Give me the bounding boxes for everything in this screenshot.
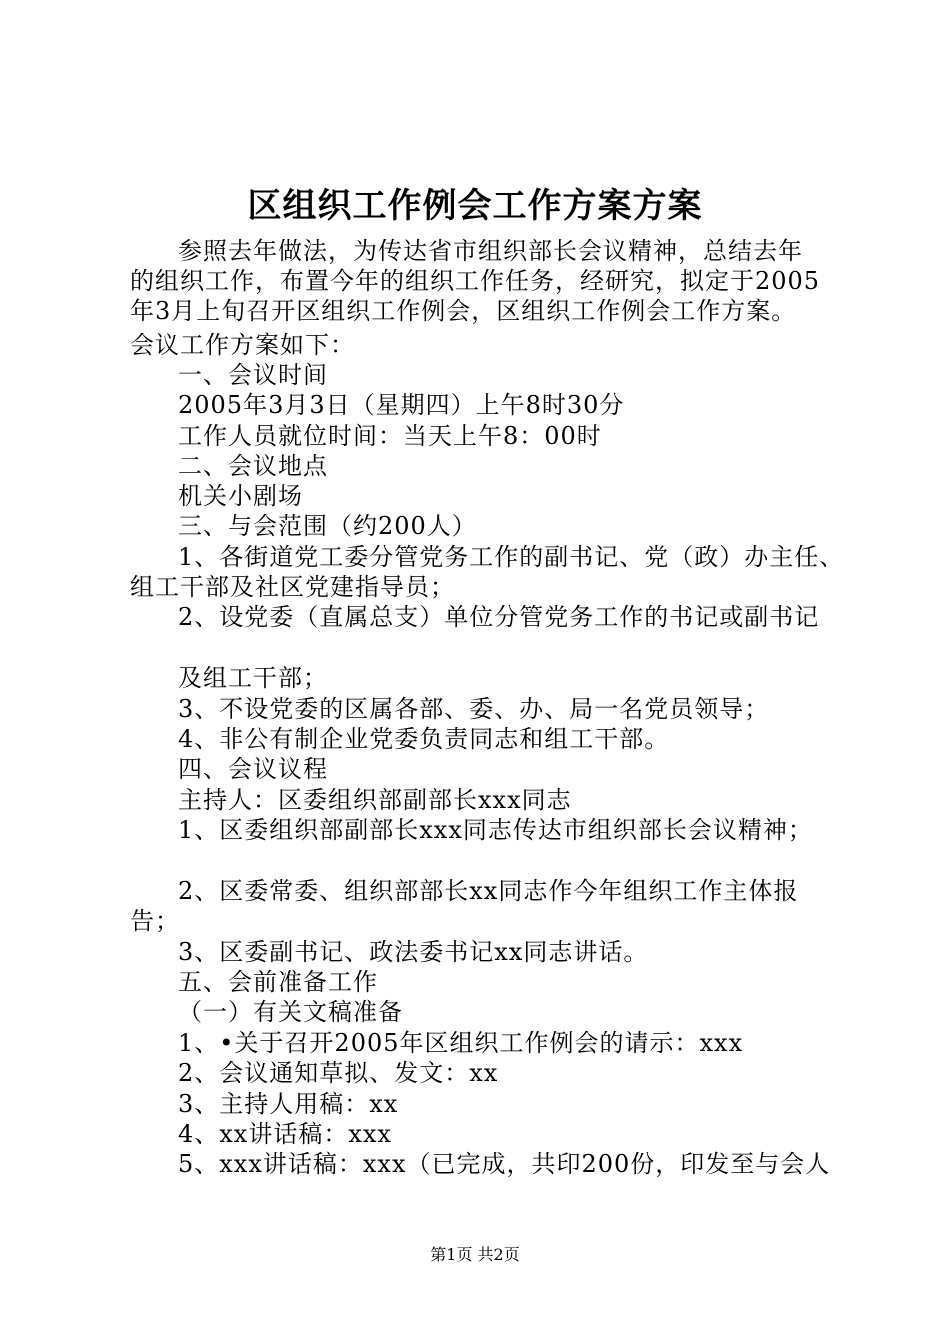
paragraph-line: 告； bbox=[130, 907, 180, 935]
subsection-heading: （一）有关文稿准备 bbox=[178, 998, 403, 1026]
paragraph-line: 3、不设党委的区属各部、委、办、局一名党员领导； bbox=[178, 695, 770, 723]
section-heading: 四、会议议程 bbox=[178, 755, 328, 783]
paragraph-line: 4、xx讲话稿：xxx bbox=[178, 1120, 392, 1148]
paragraph-line: 2、区委常委、组织部部长xx同志作今年组织工作主体报 bbox=[178, 877, 799, 905]
paragraph-line: 2005年3月3日（星期四）上午8时30分 bbox=[178, 391, 625, 419]
paragraph-line: 机关小剧场 bbox=[178, 482, 303, 510]
paragraph-line: 1、区委组织部副部长xxx同志传达市组织部长会议精神； bbox=[178, 816, 813, 844]
paragraph-line: 主持人：区委组织部副部长xxx同志 bbox=[178, 786, 572, 814]
paragraph-line: 组工干部及社区党建指导员； bbox=[130, 573, 455, 601]
paragraph-line: 工作人员就位时间：当天上午8：00时 bbox=[178, 422, 602, 450]
page-title: 区组织工作例会工作方案方案 bbox=[247, 186, 703, 226]
paragraph-line: 会议工作方案如下： bbox=[130, 331, 355, 359]
page-number: 第1页 共2页 bbox=[430, 1245, 520, 1264]
paragraph-line: 及组工干部； bbox=[178, 664, 328, 692]
paragraph-line: 3、区委副书记、政法委书记xx同志讲话。 bbox=[178, 938, 649, 966]
section-heading: 五、会前准备工作 bbox=[178, 968, 378, 996]
section-heading: 三、与会范围（约200人） bbox=[178, 512, 477, 540]
paragraph-line: 2、会议通知草拟、发文：xx bbox=[178, 1059, 499, 1087]
section-heading: 一、会议时间 bbox=[178, 361, 328, 389]
paragraph-line: 4、非公有制企业党委负责同志和组工干部。 bbox=[178, 725, 670, 753]
paragraph-line: 1、各街道党工委分管党务工作的副书记、党（政）办主任、 bbox=[178, 543, 845, 571]
paragraph-line: 的组织工作，布置今年的组织工作任务，经研究，拟定于2005 bbox=[130, 267, 821, 295]
paragraph-line: 参照去年做法，为传达省市组织部长会议精神，总结去年 bbox=[178, 237, 803, 265]
paragraph-line: 3、主持人用稿：xx bbox=[178, 1090, 399, 1118]
paragraph-line: 5、xxx讲话稿：xxx（已完成，共印200份，印发至与会人 bbox=[178, 1150, 831, 1178]
paragraph-line: 年3月上旬召开区组织工作例会，区组织工作例会工作方案。 bbox=[130, 297, 797, 325]
paragraph-line: 2、设党委（直属总支）单位分管党务工作的书记或副书记 bbox=[178, 603, 820, 631]
section-heading: 二、会议地点 bbox=[178, 452, 328, 480]
paragraph-line: 1、•关于召开2005年区组织工作例会的请示：xxx bbox=[178, 1029, 744, 1057]
